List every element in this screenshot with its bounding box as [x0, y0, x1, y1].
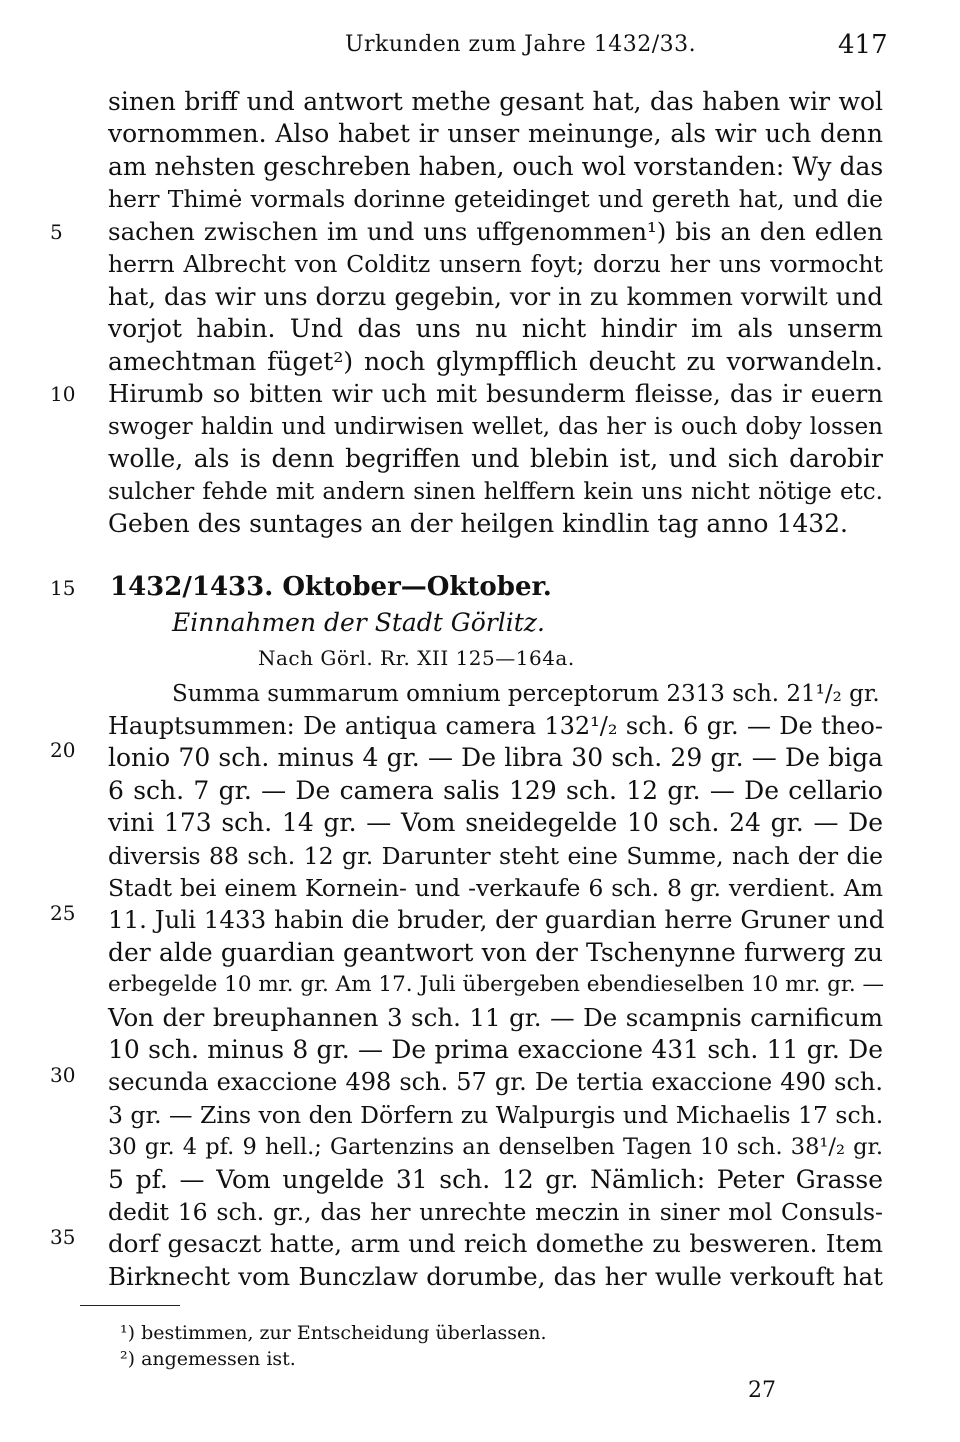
section-subtitle: Einnahmen der Stadt Görlitz.	[172, 608, 545, 637]
text-line: Birknecht vom Bunczlaw dorumbe, das her wulle verkouft hat	[108, 1262, 883, 1291]
text-line: Von der breuphannen 3 sch. 11 gr. — De scampnis carnificum	[108, 1003, 883, 1032]
line-number: 15	[50, 576, 76, 600]
text-line: der alde guardian geantwort von der Tschenynne furwerg zu	[108, 938, 883, 967]
text-line: sinen briff und antwort methe gesant hat, das haben wir wol	[108, 87, 883, 116]
text-line: sachen zwischen im und uns uffgenommen¹) bis an den edlen	[108, 217, 883, 246]
text-line: vorjot habin. Und das uns nu nicht hindir im als unserm	[108, 314, 883, 343]
text-line: Hauptsummen: De antiqua camera 132¹/₂ sch. 6 gr. — De theo-	[108, 712, 883, 740]
signature-mark: 27	[748, 1378, 776, 1403]
text-line: Hirumb so bitten wir uch mit besunderm fleisse, das ir euern	[108, 379, 883, 408]
text-line: sulcher fehde mit andern sinen helffern kein uns nicht nötige etc.	[108, 479, 883, 505]
section-heading: 1432/1433. Oktober—Oktober.	[110, 572, 552, 602]
text-line: herr Thimė vormals dorinne geteidinget und gereth hat, und die	[108, 185, 883, 213]
text-line: 6 sch. 7 gr. — De camera salis 129 sch. 12 gr. — De cellario	[108, 776, 883, 805]
text-line: vornommen. Also habet ir unser meinunge, als wir uch denn	[108, 119, 883, 148]
running-header	[0, 32, 960, 72]
line-number: 5	[50, 220, 63, 244]
line-number: 30	[50, 1063, 76, 1087]
text-line: herrn Albrecht von Colditz unsern foyt; dorzu her uns vormocht	[108, 250, 883, 278]
text-line: 3 gr. — Zins von den Dörfern zu Walpurgis und Michaelis 17 sch.	[108, 1101, 884, 1129]
line-number: 35	[50, 1225, 76, 1249]
text-line: hat, das wir uns dorzu gegebin, vor in zu kommen vorwilt und	[108, 282, 883, 311]
text-line: diversis 88 sch. 12 gr. Darunter steht eine Summe, nach der die	[108, 842, 883, 870]
line-number: 10	[50, 382, 76, 406]
text-line: amechtman füget²) noch glympfflich deucht zu vorwandeln.	[108, 347, 883, 376]
text-line: Summa summarum omnium perceptorum 2313 sch. 21¹/₂ gr.	[172, 681, 880, 707]
source-reference: Nach Görl. Rr. XII 125—164a.	[258, 646, 575, 670]
line-number: 20	[50, 738, 76, 762]
page-number: 417	[838, 30, 888, 60]
text-line: 5 pf. — Vom ungelde 31 sch. 12 gr. Nämlich: Peter Grasse	[108, 1165, 883, 1194]
text-line: am nehsten geschreben haben, ouch wol vorstanden: Wy das	[108, 152, 884, 181]
text-line: dedit 16 sch. gr., das her unrechte meczin in siner mol Consuls-	[108, 1198, 883, 1226]
text-line: wolle, als is denn begriffen und blebin ist, und sich darobir	[108, 444, 883, 473]
line-number: 25	[50, 901, 76, 925]
text-line: lonio 70 sch. minus 4 gr. — De libra 30 sch. 29 gr. — De biga	[108, 743, 883, 772]
running-title: Urkunden zum Jahre 1432/33.	[345, 32, 697, 57]
text-line: Stadt bei einem Kornein- und -verkaufe 6 sch. 8 gr. verdient. Am	[108, 874, 883, 902]
text-line: swoger haldin und undirwisen wellet, das her is ouch doby lossen	[108, 414, 883, 440]
text-line: 11. Juli 1433 habin die bruder, der guardian herre Gruner und	[108, 905, 885, 934]
text-line: vini 173 sch. 14 gr. — Vom sneidegelde 10 sch. 24 gr. — De	[108, 808, 883, 837]
footnote: ²) angemessen ist.	[120, 1348, 296, 1370]
text-line: secunda exaccione 498 sch. 57 gr. De tertia exaccione 490 sch.	[108, 1068, 883, 1096]
text-line: erbegelde 10 mr. gr. Am 17. Juli übergeben ebendieselben 10 mr. gr. —	[108, 972, 885, 997]
text-line: 30 gr. 4 pf. 9 hell.; Gartenzins an denselben Tagen 10 sch. 38¹/₂ gr.	[108, 1134, 883, 1160]
text-line: 10 sch. minus 8 gr. — De prima exaccione 431 sch. 11 gr. De	[108, 1035, 883, 1064]
text-line: dorf gesaczt hatte, arm und reich domethe zu besweren. Item	[108, 1229, 883, 1258]
text-line: Geben des suntages an der heilgen kindlin tag anno 1432.	[108, 509, 848, 538]
footnote-rule	[80, 1305, 180, 1306]
footnote: ¹) bestimmen, zur Entscheidung überlassen.	[120, 1322, 547, 1344]
